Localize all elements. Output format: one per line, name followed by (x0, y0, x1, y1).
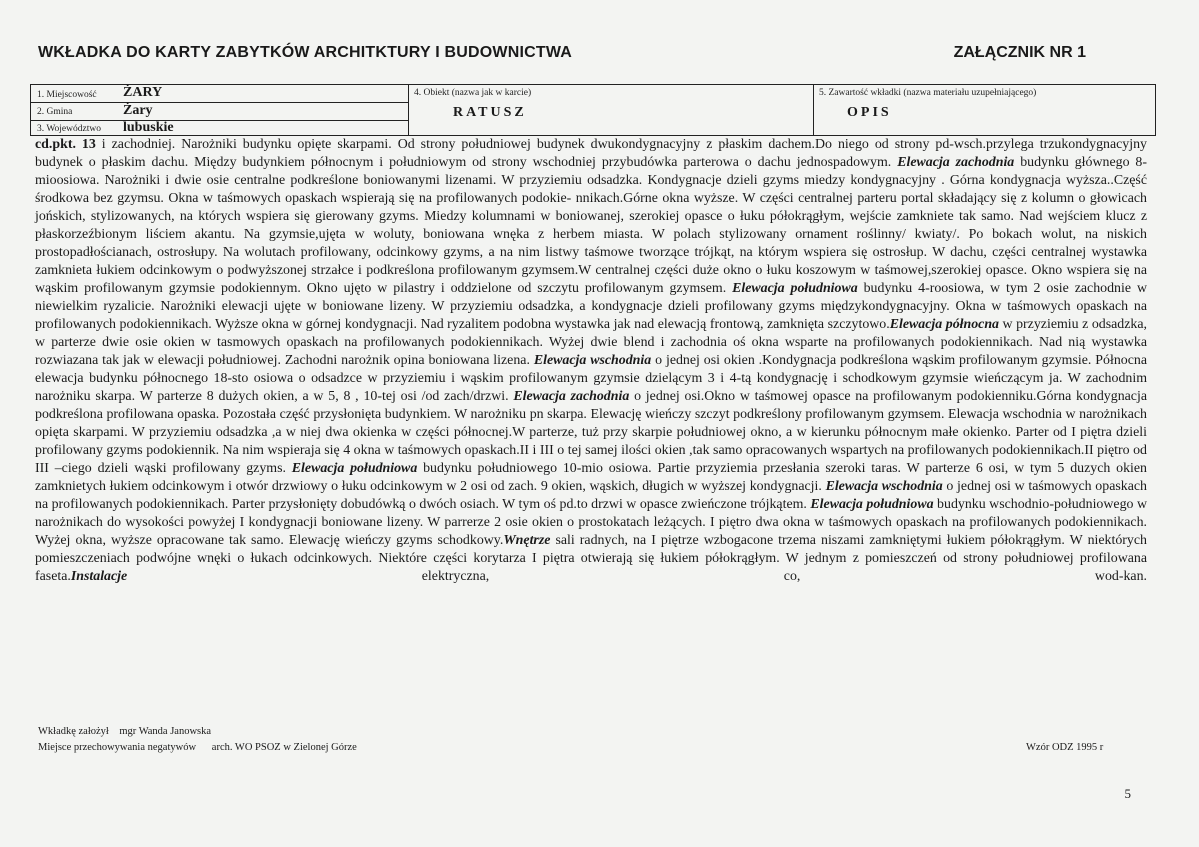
page-number: 5 (1124, 786, 1131, 801)
content-label: 5. Zawartość wkładki (nazwa materiału uzupełniającego) (819, 88, 1037, 98)
section-heading: Elewacja zachodnia (513, 389, 630, 405)
object-value: RATUSZ (453, 105, 527, 120)
town-value: ŻARY (123, 85, 163, 100)
town-label: 1. Miejscowość (37, 90, 97, 100)
paragraph: w przyziemiu z odsadzka, w parterze dwie osie okien w tasmowych opaskach na profilowanych podokiennikach. Wyżej dwie blend i zachodnia oś okna wsparte na profilowanych podokiennikach. Nad nią wystawka rozwiazana tak jak w elewacji południowej. Zachodni narożnik opina boniowana lizena. (35, 317, 1147, 369)
storage-line (38, 742, 357, 753)
description-text (35, 136, 1147, 586)
document-title: WKŁADKA DO KARTY ZABYTKÓW ARCHITKTURY I BUDOWNICTWA (38, 44, 573, 61)
author-line (38, 726, 211, 737)
storage-value: arch. WO PSOZ w Zielonej Górze (211, 742, 357, 753)
voivodeship-label: 3. Województwo (37, 124, 101, 134)
paragraph: budynku południowego 10-mio osiowa. Partie przyziemia przesłania szeroki taras. W parterze 6 osi, w tym 5 duzych okien zamknietych łukiem odcinkowym i otwór drzwiowy o łuku odcinkowym w 2 osi od zach. 9 okien, wąskich, długich w wyższej kondygnacji. (35, 461, 1147, 495)
paragraph: o jednej osi w taśmowych opaskach na profilowanych podokiennikach. Parter przysłonięty dobudówką o dwóch osiach. W tym oś pd.to drzwi w opasce zwieńczone trójkątem. (35, 479, 1147, 513)
object-label: 4. Obiekt (nazwa jak w karcie) (414, 88, 532, 98)
voivodeship-value: lubuskie (123, 120, 174, 135)
object-column (408, 85, 814, 135)
author-label: Wkładkę założył (38, 726, 109, 737)
section-heading: Instalacje (70, 569, 128, 585)
section-ref: cd.pkt. 13 (35, 137, 96, 152)
storage-label: Miejsce przechowywania negatywów (38, 742, 197, 753)
annex-label: ZAŁĄCZNIK NR 1 (953, 44, 1086, 61)
paragraph: elektryczna, co, wod-kan. (127, 569, 1147, 585)
commune-label: 2. Gmina (37, 107, 73, 117)
section-heading: Elewacja południowa (291, 461, 418, 477)
row-divider (31, 120, 408, 121)
section-heading: Elewacja wschodnia (533, 353, 652, 369)
row-divider (31, 102, 408, 103)
section-heading: Elewacja wschodnia (825, 479, 943, 495)
author-name: mgr Wanda Janowska (119, 726, 212, 737)
section-heading: Elewacja południowa (732, 281, 858, 297)
form-header-box (30, 84, 1156, 136)
paragraph: budynku wschodnio-południowego w narożnikach do wysokości powyżej I kondygnacji boniowane lizeny. W parrerze 2 osie okien o prostokatach leżących. I piętro dwa okna w taśmowych opaskach na profilowanych podokiennikach. Wyżej okna, wyższe opracowane tak samo. Elewację wieńczy gzyms schodkowy. (35, 497, 1147, 549)
content-value: OPIS (847, 105, 892, 120)
section-heading: Elewacja zachodnia (897, 155, 1015, 171)
paragraph: budynku 4-roosiowa, w tym 2 osie zachodnie w niewielkim ryzalicie. Narożniki elewacji ujęte w boniowane lizeny. W przyziemiu odsadzka, a kondygnacje dzieli profilowany gzyms międzykondygnacyjny. Okna w taśmowych opaskach na profilowanych podokiennikach. Wyższe okna w górnej kondygnacji. Nad ryzalitem podobna wystawka jak nad elewacją frontową, zamknięta szczytowo. (35, 281, 1147, 333)
location-column (31, 85, 409, 135)
section-heading: Elewacja południowa (810, 497, 934, 513)
paragraph: o jednej osi okien .Kondygnacja podkreślona wąskim profilowanym gzymsie. Północna elewacja budynku północnego 18-sto osiowa o odsadzce w przyziemiu i wąskim profilowanym gzymsie dzielącym 3 i 4-tą kondygnację i schodkowym gzymsie wieńczącym ja. W zachodnim narożniku skarpa. W parterze 8 dużych okien, a w 5, 8 , 10-tej osi /od zach/drzwi. (35, 353, 1147, 405)
section-heading: Wnętrze (503, 533, 551, 549)
paragraph: sali radnych, na I piętrze wzbogacone trzema niszami zamkniętymi łukiem półokrągłym. W niektórych pomieszczeniach podwójne wnęki o łukach odcinkowych. Niektóre części korytarza I piętra otwierają się łukiem półokrągłym. W jednym z pomieszczeń od strony południowej profilowana faseta. (35, 533, 1147, 585)
section-heading: Elewacja północna (889, 317, 999, 333)
paragraph: i zachodniej. Narożniki budynku opięte skarpami. Od strony południowej budynek dwukondygnacyjny z płaskim dachem.Do niego od strony pd-wsch.przylega trzukondygnacyjny budynek o płaskim dachu. Między budynkiem północnym i południowym od strony wschodniej przybudówka parterowa o dachu jednospadowym. (35, 137, 1147, 171)
content-column (813, 85, 1157, 135)
template-version: Wzór ODZ 1995 r (1026, 742, 1104, 753)
paragraph: o jednej osi.Okno w taśmowej opasce na profilowanym podokienniku.Górna kondygnacja podkreślona profilowana opaska. Pozostała część przysłonięta budynkiem. W narożniku pn skarpa. Elewację wieńczy szczyt podkreślony profilowanym gzymsem. Elewacja wschodnia w narożnikach opięta skarpami. W przyziemiu odsadzka ,a w niej dwa okienka w części północnej.W parterze, tuż przy skarpie południowej okno, a w kierunku północnym małe okienko. Parter od I piętra dzieli profilowany gzyms podokiennik. Na nim wspieraja się 4 okna w taśmowych opaskach.II i III o tej samej ilości okien ,tak samo opracowanych wspartych na profilowanych podokiennikach.II piętro od III –ciego dzieli wąski profilowany gzyms. (35, 389, 1147, 477)
paragraph: budynku głównego 8-mioosiowa. Narożniki i dwie osie centralne podkreślone boniowanymi lizenami. W przyziemiu odsadzka. Kondygnacje dzieli gzyms miedzy kondygnacyjny . Górna kondygnacja wyższa..Część środkowa bez gzymsu. Okna w taśmowych opaskach wspierają się na profilowanych podokie- nnikach.Górne okna wyższe. W części centralnej parteru portal składający się z kolumn o głowicach jońskich, stylizowanych, na których wspiera się gierowany gzyms. Miedzy kolumnami w boniowanej, szerokiej opasce o łuku półokrągłym, wejście zamkniete tak samo. Nad wejściem klucz z płaskorzeźbionym liściem akantu. Na gzymsie,ujęta w woluty, boniowana wnęka z herbem miasta. W polach stylizowany ornament roślinny/ kwiaty/. Po bokach wolut, na niskich prostopadłościanach, ostrosłupy. Na wolutach profilowany, odcinkowy gzyms, a na nim listwy taśmowe tworzące trójkąt, na którym wspiera się ostrosłup. W dachu, części centralnej wystawka zamknieta łukiem odcinkowym o podwyższonej strzałce i podkreślona profilowanym gzymsem.W centralnej części duże okno o łuku koszowym w taśmowej,szerokiej opasce. Okno wspiera się na wąskim profilowanym gzymsie podokiennym. Okno ujęto w pilastry i oddzielone od szczytu profilowanym gzymsem. (35, 155, 1148, 297)
commune-value: Żary (123, 103, 153, 118)
